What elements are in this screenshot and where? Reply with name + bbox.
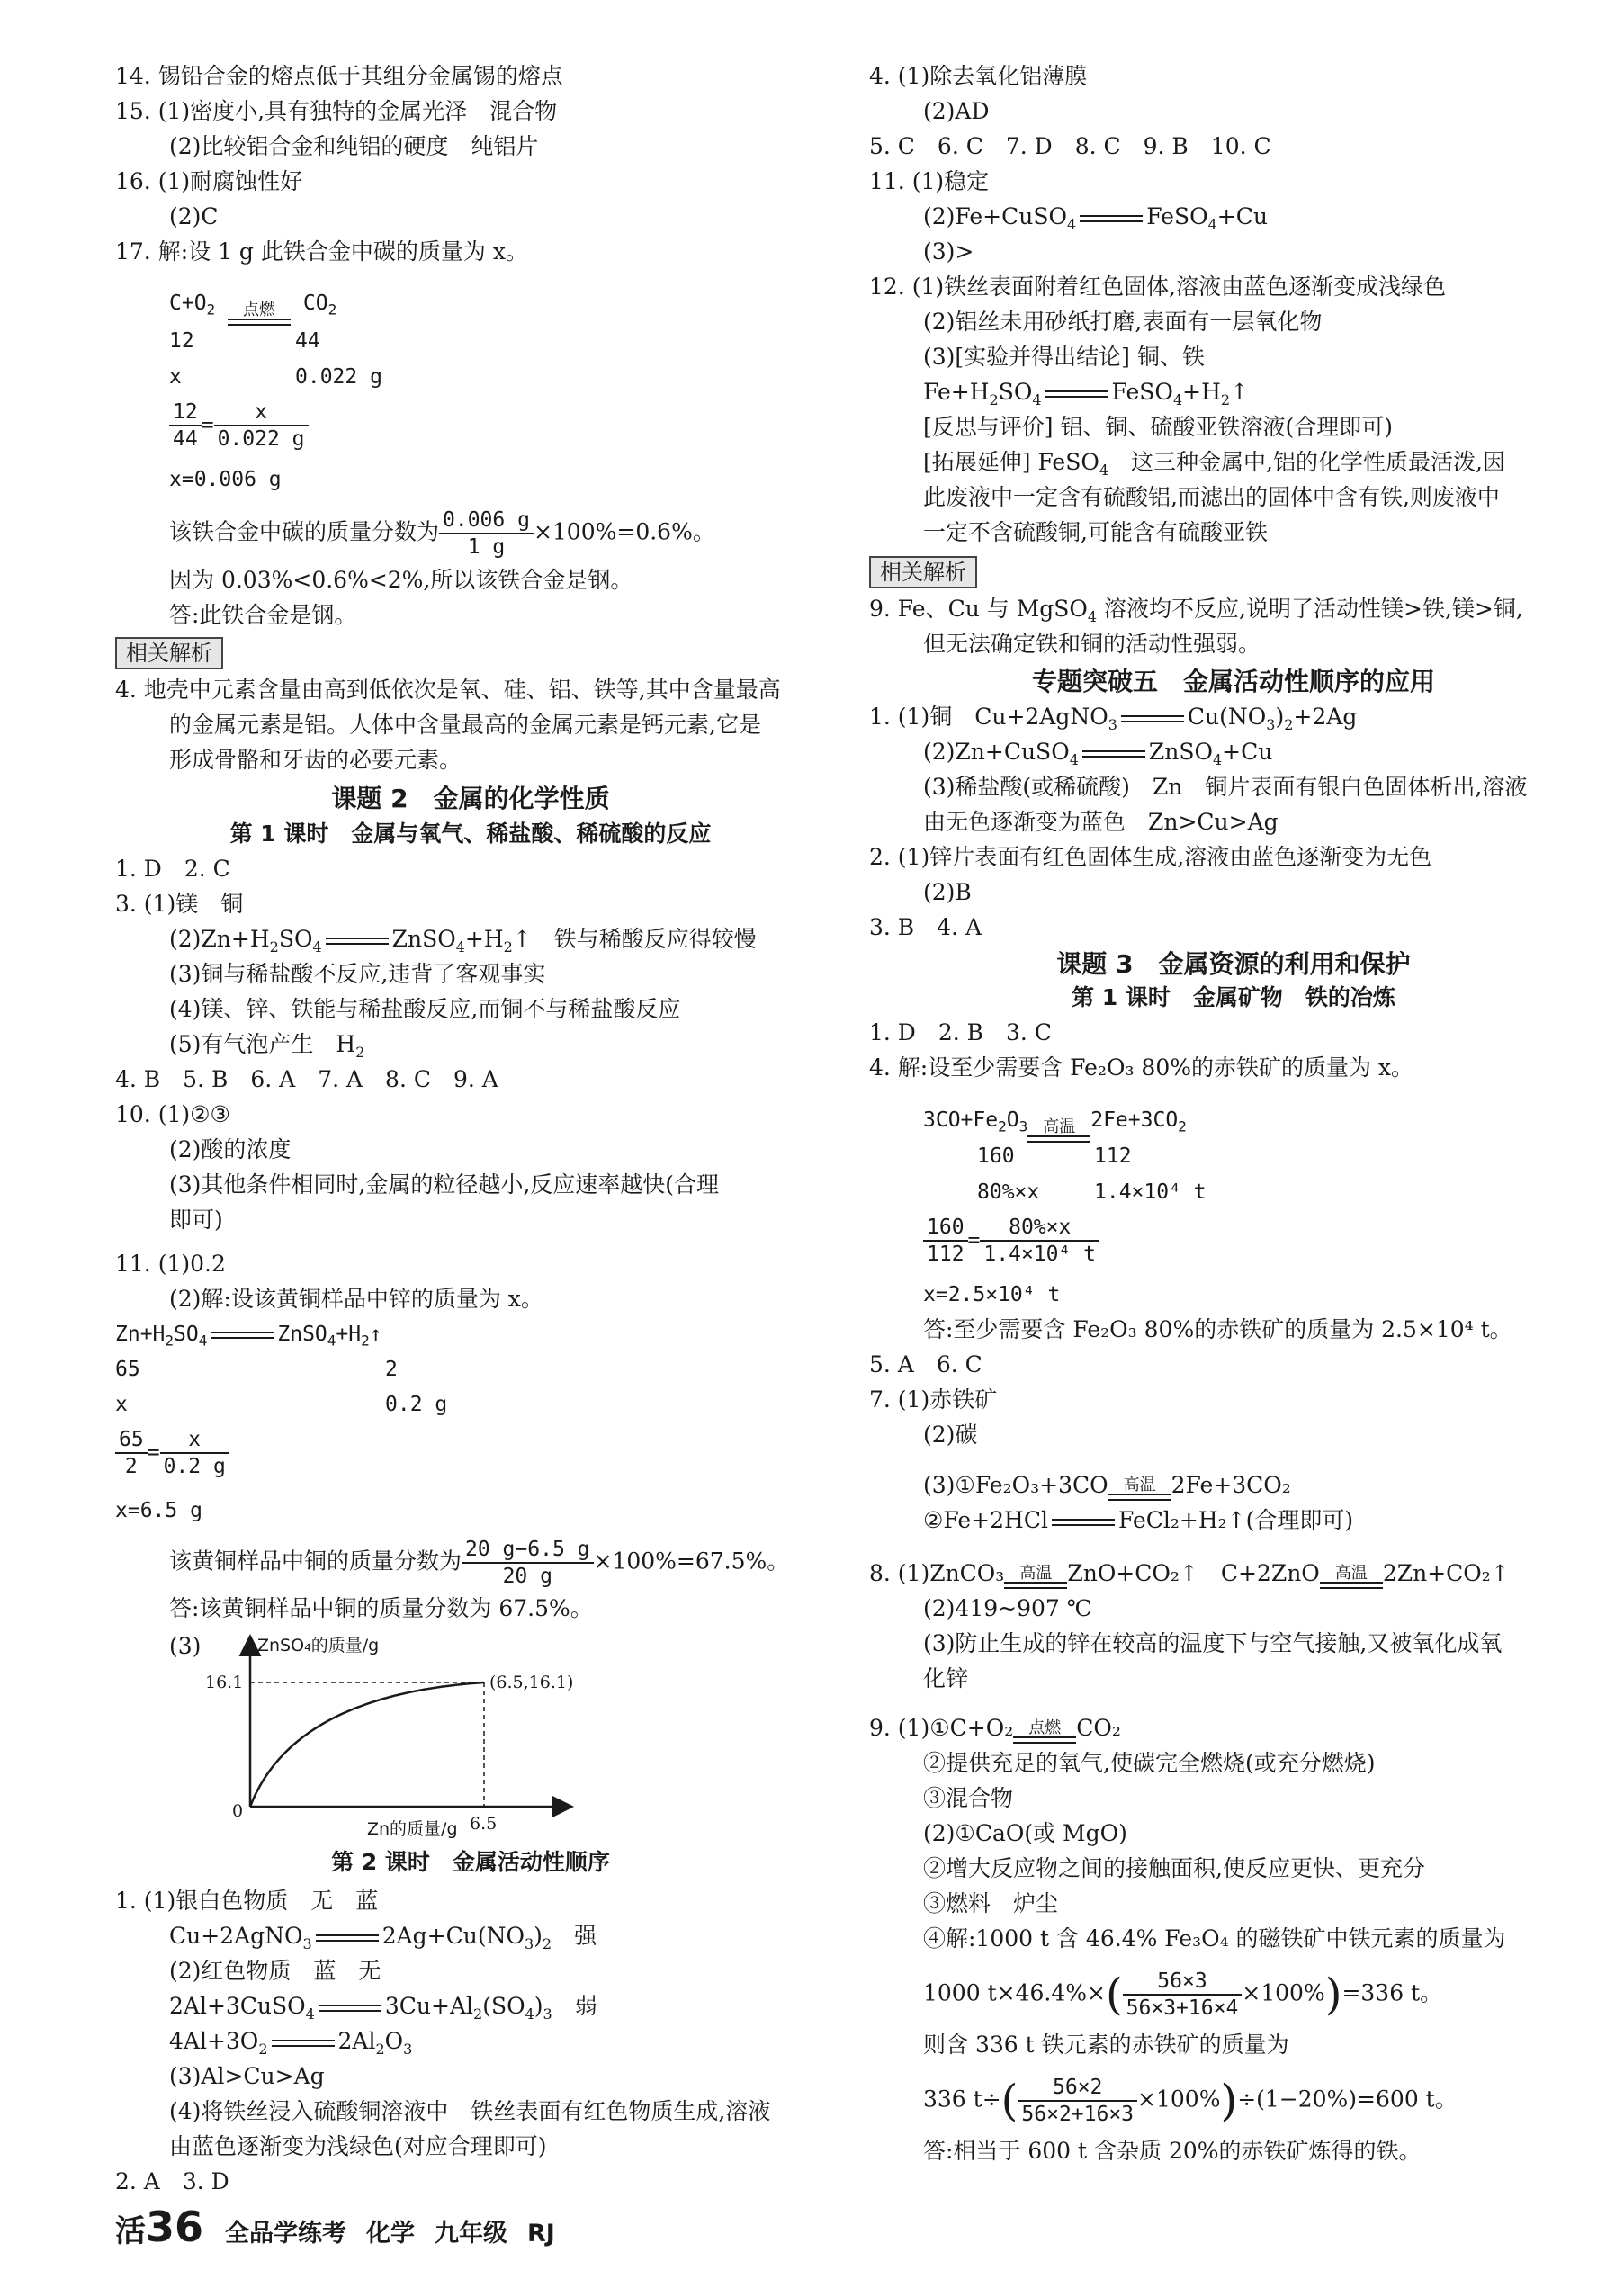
s-answer-2-1: 2. (1)锌片表面有红色固体生成,溶液由蓝色逐渐变为无色: [869, 844, 1432, 870]
r-answer-12-eq: $Fe+H_2SO_4$ $FeSO_4+H_2↑$: [923, 379, 1250, 408]
r-answer-11-3: (3)>: [923, 238, 974, 265]
reaction-condition: 高温: [1027, 1119, 1090, 1143]
t-answer-4-mass-row1: 160 112: [977, 1144, 1132, 1168]
t-answer-7-3: (3)①Fe₂O₃+3CO 高温 2Fe+3CO₂: [923, 1470, 1291, 1501]
answer-17-proportion: $\frac{12}{44}$ = $\frac{x}{0.022 g}$: [169, 399, 309, 452]
answer-3-1: 3. (1)镁 铜: [115, 891, 244, 917]
r-answer-12-extend: [拓展延伸] FeSO$_4$ 这三种金属中,铝的化学性质最活泼,因: [923, 449, 1505, 479]
explain-4-line2: 的金属元素是铝。人体中含量最高的金属元素是钙元素,它是: [169, 712, 761, 738]
t-answer-4-mass-row2: 80%×x 1.4×10⁴ t: [977, 1180, 1207, 1204]
r-answer-5-10: 5. C 6. C 7. D 8. C 9. B 10. C: [869, 133, 1271, 159]
answer-10-1: 10. (1)②③: [115, 1101, 230, 1127]
answer-1-2: 1. D 2. C: [115, 856, 230, 882]
answer-11-2: (2)解:设该黄铜样品中锌的质量为 x。: [169, 1286, 543, 1312]
answer-b1-2: (2)红色物质 蓝 无: [169, 1958, 381, 1984]
answer-11-proportion: $\frac{65}{2}$ = $\frac{x}{0.2 g}$: [115, 1427, 229, 1479]
t-answer-8-3-cont: 化锌: [923, 1665, 969, 1691]
fraction: $\frac{160}{112}$: [923, 1215, 968, 1267]
r-answer-12-extend-3: 一定不含硫酸铜,可能含有硫酸亚铁: [923, 519, 1268, 545]
answer-17-x: x=0.006 g: [169, 468, 282, 491]
r-explain-9: 9. Fe、Cu 与 MgSO$_4$ 溶液均不反应,说明了活动性镁>铁,镁>铜,: [869, 596, 1523, 625]
fraction: $\frac{80\%\times x}{\text{1.4×10⁴ t}}$: [980, 1215, 1099, 1267]
s-answer-2-2: (2)B: [923, 879, 972, 905]
answer-10-2: (2)酸的浓度: [169, 1136, 292, 1162]
t-answer-4-intro: 4. 解:设至少需要含 Fe₂O₃ 80%的赤铁矿的质量为 x。: [869, 1054, 1414, 1081]
r-answer-4-1: 4. (1)除去氧化铝薄膜: [869, 63, 1088, 89]
answer-b1-4: (4)将铁丝浸入硫酸铜溶液中 铁丝表面有红色物质生成,溶液: [169, 2098, 771, 2124]
r-answer-4-2: (2)AD: [923, 98, 990, 124]
answer-11-percent: 该黄铜样品中铜的质量分数为 $\frac{20 g-6.5 g}{20 g}$ ×100%=67.5%。: [169, 1538, 790, 1588]
t-answer-9-2-1: (2)①CaO(或 MgO): [923, 1820, 1127, 1846]
r-answer-12-2: (2)铝丝未用砂纸打磨,表面有一层氧化物: [923, 309, 1323, 335]
subject: 化学: [366, 2220, 416, 2248]
t-answer-8-3: (3)防止生成的锌在较高的温度下与空气接触,又被氧化成氧: [923, 1630, 1503, 1656]
answer-17-answer: 答:此铁合金是钢。: [169, 602, 357, 628]
t-answer-1-3: 1. D 2. B 3. C: [869, 1019, 1052, 1045]
r-answer-12-reflect: [反思与评价] 铝、铜、硫酸亚铁溶液(合理即可): [923, 414, 1393, 440]
book-title: 全品学练考: [225, 2220, 347, 2248]
reaction-condition: 高温: [1004, 1566, 1067, 1589]
chart-x-tick: 6.5: [470, 1814, 498, 1834]
s-answer-1-1: 1. (1)铜 Cu+2AgNO$_3$ $Cu(NO_3)_2+2Ag$: [869, 704, 1358, 733]
fraction: $\frac{20 g-6.5 g}{20 g}$: [462, 1537, 593, 1589]
answer-3-2: $(2)Zn+H_2SO_4$ $ZnSO_4+H_2↑$ 铁与稀酸反应得较慢: [169, 926, 757, 956]
answer-17-equation: $C+O_2$ 点燃 $CO_2$: [169, 288, 336, 326]
r-answer-12-1: 12. (1)铁丝表面附着红色固体,溶液由蓝色逐渐变成浅绿色: [869, 274, 1447, 300]
r-answer-11-1: 11. (1)稳定: [869, 168, 990, 194]
grade: 九年级: [435, 2220, 508, 2248]
chart-origin-label: 0: [232, 1801, 244, 1821]
t-answer-9-2-2: ②增大反应物之间的接触面积,使反应更快、更充分: [923, 1855, 1425, 1881]
r-answer-12-3: (3)[实验并得出结论] 铜、铁: [923, 344, 1205, 370]
related-analysis-tag: 相关解析: [115, 637, 223, 669]
answer-4-9: 4. B 5. B 6. A 7. A 8. C 9. A: [115, 1066, 498, 1092]
chart-y-tick: 16.1: [205, 1673, 244, 1692]
answer-11-x: x=6.5 g: [115, 1499, 202, 1522]
reaction-condition: 高温: [1320, 1566, 1383, 1589]
answer-11-equation: $Zn+H_2SO_4$ $ZnSO_4+H_2↑$: [115, 1323, 382, 1350]
answer-b1-4-cont: 由蓝色逐渐变为浅绿色(对应合理即可): [169, 2133, 547, 2159]
chart-series-line: [250, 1682, 484, 1807]
fraction: $\frac{56\times 2}{56\times 2+16\times 3}$: [1018, 2075, 1137, 2127]
answer-b2-3: 2. A 3. D: [115, 2168, 229, 2194]
answer-b1-eq2: 2Al+3CuSO$_4$ $3Cu+Al_2(SO_4)_3$ 弱: [169, 1993, 597, 2023]
answer-15-2: (2)比较铝合金和纯铝的硬度 纯铝片: [169, 133, 539, 159]
t-answer-7-2: (2)碳: [923, 1422, 978, 1448]
t-answer-9-answer: 答:相当于 600 t 含杂质 20%的赤铁矿炼得的铁。: [923, 2138, 1422, 2164]
t-answer-9-1: 9. (1)①C+O₂ 点燃 CO₂: [869, 1713, 1121, 1744]
t-answer-4-x: x=2.5×10⁴ t: [923, 1283, 1061, 1306]
answer-11-answer: 答:该黄铜样品中铜的质量分数为 67.5%。: [169, 1595, 593, 1621]
t-answer-7-1: 7. (1)赤铁矿: [869, 1386, 998, 1413]
answer-3-3: (3)铜与稀盐酸不反应,违背了客观事实: [169, 961, 546, 987]
page-footer: [115, 2203, 575, 2251]
fraction: $\frac{x}{0.022 g}$: [214, 399, 309, 452]
answer-11-mass-row1: 65 2: [115, 1358, 398, 1381]
answer-16-2: (2)C: [169, 203, 219, 229]
answer-b1-1: 1. (1)银白色物质 无 蓝: [115, 1888, 379, 1914]
edition: RJ: [527, 2220, 555, 2248]
fraction: $\frac{65}{2}$: [115, 1427, 148, 1479]
page-number: 36: [146, 2203, 204, 2251]
t-answer-9-calc-text: 则含 336 t 铁元素的赤铁矿的质量为: [923, 2032, 1289, 2058]
reaction-condition: 点燃: [228, 302, 291, 326]
answer-14: 14. 锡铅合金的熔点低于其组分金属锡的熔点: [115, 63, 563, 89]
chart-y-label: ZnSO₄的质量/g: [257, 1636, 380, 1655]
fraction: $\frac{12}{44}$: [169, 399, 202, 452]
lesson-3-title: 课题 3 金属资源的利用和保护: [1056, 949, 1411, 979]
t-answer-8-2: (2)419~907 ℃: [923, 1595, 1092, 1621]
t-answer-5-6: 5. A 6. C: [869, 1351, 982, 1377]
answer-b1-3: (3)Al>Cu>Ag: [169, 2063, 325, 2089]
t-answer-9-calc2: 336 t÷( $\frac{56\times 2}{56\times 2+16\times 3}$ ×100%)÷(1−20%)=600 t。: [923, 2076, 1458, 2126]
explain-4-line1: 4. 地壳中元素含量由高到低依次是氧、硅、铝、铁等,其中含量最高: [115, 677, 781, 703]
fraction: $\frac{0.006 g}{1 g}$: [439, 507, 534, 560]
t-answer-9-1-2: ②提供充足的氧气,使碳完全燃烧(或充分燃烧): [923, 1750, 1376, 1776]
period-2-title: 第 2 课时 金属活动性顺序: [331, 1849, 610, 1875]
t-answer-9-2-4: ④解:1000 t 含 46.4% Fe₃O₄ 的磁铁矿中铁元素的质量为: [923, 1925, 1506, 1951]
r-explain-9-cont: 但无法确定铁和铜的活动性强弱。: [923, 631, 1261, 657]
answer-11-1: 11. (1)0.2: [115, 1251, 226, 1277]
explain-4-line3: 形成骨骼和牙齿的必要元素。: [169, 747, 462, 773]
answer-10-3: (3)其他条件相同时,金属的粒径越小,反应速率越快(合理: [169, 1171, 720, 1198]
zinc-sulfate-chart: [187, 1631, 583, 1838]
fraction: $\frac{x}{0.2 g}$: [160, 1427, 229, 1479]
answer-3-5: (5)有气泡产生 $H_2$: [169, 1031, 365, 1061]
chart-x-label: Zn的质量/g: [367, 1819, 458, 1838]
t-answer-4-equation: $3CO+Fe_2O_3$ 高温 $2Fe+3CO_2$: [923, 1105, 1187, 1143]
answer-16-1: 16. (1)耐腐蚀性好: [115, 168, 303, 194]
answer-11-mass-row2: x 0.2 g: [115, 1393, 448, 1416]
answer-3-4: (4)镁、锌、铁能与稀盐酸反应,而铜不与稀盐酸反应: [169, 996, 681, 1022]
fraction: $\frac{56\times 3}{56\times 3+16\times 4}$: [1123, 1969, 1243, 2021]
r-answer-11-2: (2)Fe+CuSO$_4$ FeSO$_4$+Cu: [923, 203, 1268, 233]
t-answer-9-2-3: ③燃料 炉尘: [923, 1890, 1059, 1916]
answer-17-compare: 因为 0.03%<0.6%<2%,所以该铁合金是钢。: [169, 567, 633, 593]
answer-15-1: 15. (1)密度小,具有独特的金属光泽 混合物: [115, 98, 558, 124]
t-answer-9-1-3: ③混合物: [923, 1785, 1014, 1811]
s-answer-1-3: (3)稀盐酸(或稀硫酸) Zn 铜片表面有银白色固体析出,溶液: [923, 774, 1528, 800]
answer-17-percent: 该铁合金中碳的质量分数为 $\frac{0.006 g}{1 g}$ ×100%=0.6%。: [169, 508, 715, 559]
answer-17-mass-row2: x 0.022 g: [169, 365, 382, 389]
reaction-condition: 点燃: [1013, 1720, 1076, 1744]
answer-17-intro: 17. 解:设 1 g 此铁合金中碳的质量为 x。: [115, 238, 528, 265]
special-topic-5-title: 专题突破五 金属活动性顺序的应用: [1031, 667, 1435, 696]
t-answer-9-calc1: 1000 t×46.4%×( $\frac{56\times 3}{56\times 3+16\times 4}$ ×100%)=336 t。: [923, 1969, 1443, 2020]
s-answer-1-2: (2)Zn+CuSO$_4$ ZnSO$_4$+Cu: [923, 739, 1273, 768]
chart-point-annotation: (6.5,16.1): [489, 1673, 574, 1692]
answer-10-3-cont: 即可): [169, 1207, 223, 1233]
t-answer-7-3-2: ②Fe+2HCl FeCl₂+H₂↑(合理即可): [923, 1507, 1354, 1533]
t-answer-4-proportion: $\frac{160}{112}$ = $\frac{80\%\times x}{\text{1.4×10⁴ t}}$: [923, 1215, 1099, 1267]
s-answer-1-3-cont: 由无色逐渐变为蓝色 Zn>Cu>Ag: [923, 809, 1279, 835]
t-answer-8-1: 8. (1)ZnCO₃ 高温 ZnO+CO₂↑ C+2ZnO 高温 2Zn+CO₂↑: [869, 1558, 1510, 1589]
answer-11-3-label: (3): [169, 1633, 202, 1659]
answer-b1-eq3: $4Al+3O_2$ $2Al_2O_3$: [169, 2028, 413, 2058]
r-answer-12-extend-2: 此废液中一定含有硫酸铝,而滤出的固体中含有铁,则废液中: [923, 484, 1500, 510]
s-answer-3-4: 3. B 4. A: [869, 914, 982, 940]
lesson-2-title: 课题 2 金属的化学性质: [331, 784, 610, 813]
related-analysis-tag-2: 相关解析: [869, 556, 977, 588]
answer-17-mass-row1: 12 44: [169, 329, 320, 353]
period-1-title: 第 1 课时 金属与氧气、稀盐酸、稀硫酸的反应: [229, 821, 712, 847]
t-answer-4-answer: 答:至少需要含 Fe₂O₃ 80%的赤铁矿的质量为 2.5×10⁴ t。: [923, 1316, 1512, 1342]
answer-b1-eq1: Cu+2AgNO$_3$ $2Ag+Cu(NO_3)_2$ 强: [169, 1923, 597, 1952]
footer-mark: 活: [115, 2213, 146, 2249]
reaction-condition: 高温: [1108, 1477, 1171, 1501]
period-3-title: 第 1 课时 金属矿物 铁的冶炼: [1072, 984, 1395, 1010]
